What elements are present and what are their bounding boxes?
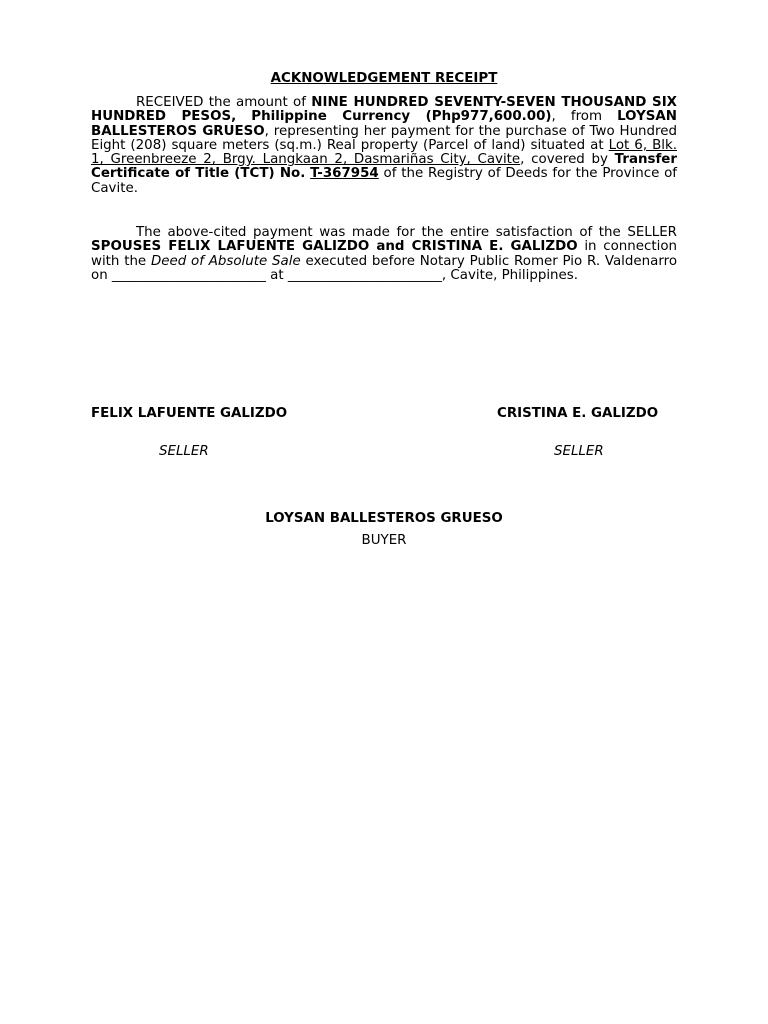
executed-text: executed before Notary Public Romer Pio R. Valdenarro on _______________________ at _______________________, Cavite, Philippines. <box>91 253 678 283</box>
connection-text: in connection with the <box>91 239 678 269</box>
seller2-role: SELLER <box>554 444 604 459</box>
document-title: ACKNOWLEDGEMENT RECEIPT <box>270 71 498 86</box>
seller-signatures <box>91 406 677 459</box>
document-body <box>91 70 677 283</box>
seller1-name: FELIX LAFUENTE GALIZDO <box>91 406 288 421</box>
seller2-name: CRISTINA E. GALIZDO <box>497 406 659 421</box>
currency-amount: Philippine Currency (Php977,600.00) <box>251 109 552 125</box>
covered-text: , covered by <box>520 152 615 168</box>
tct-number: T-367954 <box>310 166 379 182</box>
property-location: Lot 6, Blk. 1, Greenbreeze 2, Brgy. Langkaan 2, Dasmariñas City, Cavite <box>91 137 678 168</box>
deed-title: Deed of Absolute Sale <box>150 253 301 269</box>
purpose-text: , representing her payment for the purchase of Two Hundred Eight (208) square meters (sq.m.) Real property (Parcel of land) situated at <box>91 123 677 153</box>
payer-name: LOYSAN BALLESTEROS GRUESO <box>91 109 677 139</box>
satisfaction-paragraph <box>91 226 677 283</box>
seller1-role: SELLER <box>159 444 209 459</box>
buyer-role: BUYER <box>361 533 407 548</box>
tct-label: Transfer Certificate of Title (TCT) No. <box>91 152 677 182</box>
sellers-names: SPOUSES FELIX LAFUENTE GALIZDO and CRISTINA E. GALIZDO <box>91 239 578 255</box>
buyer-name: LOYSAN BALLESTEROS GRUESO <box>265 511 503 526</box>
seller-names-row <box>91 407 677 437</box>
receipt-paragraph <box>91 96 677 196</box>
registry-text: of the Registry of Deeds for the Province of Cavite. <box>91 166 678 196</box>
amount-in-words: NINE HUNDRED SEVENTY-SEVEN THOUSAND SIX HUNDRED PESOS, <box>91 95 677 125</box>
received-text: RECEIVED the amount of <box>136 95 312 110</box>
from-text: , from <box>551 109 618 125</box>
satisfaction-intro: The above-cited payment was made for the entire satisfaction of the SELLER <box>136 225 677 241</box>
